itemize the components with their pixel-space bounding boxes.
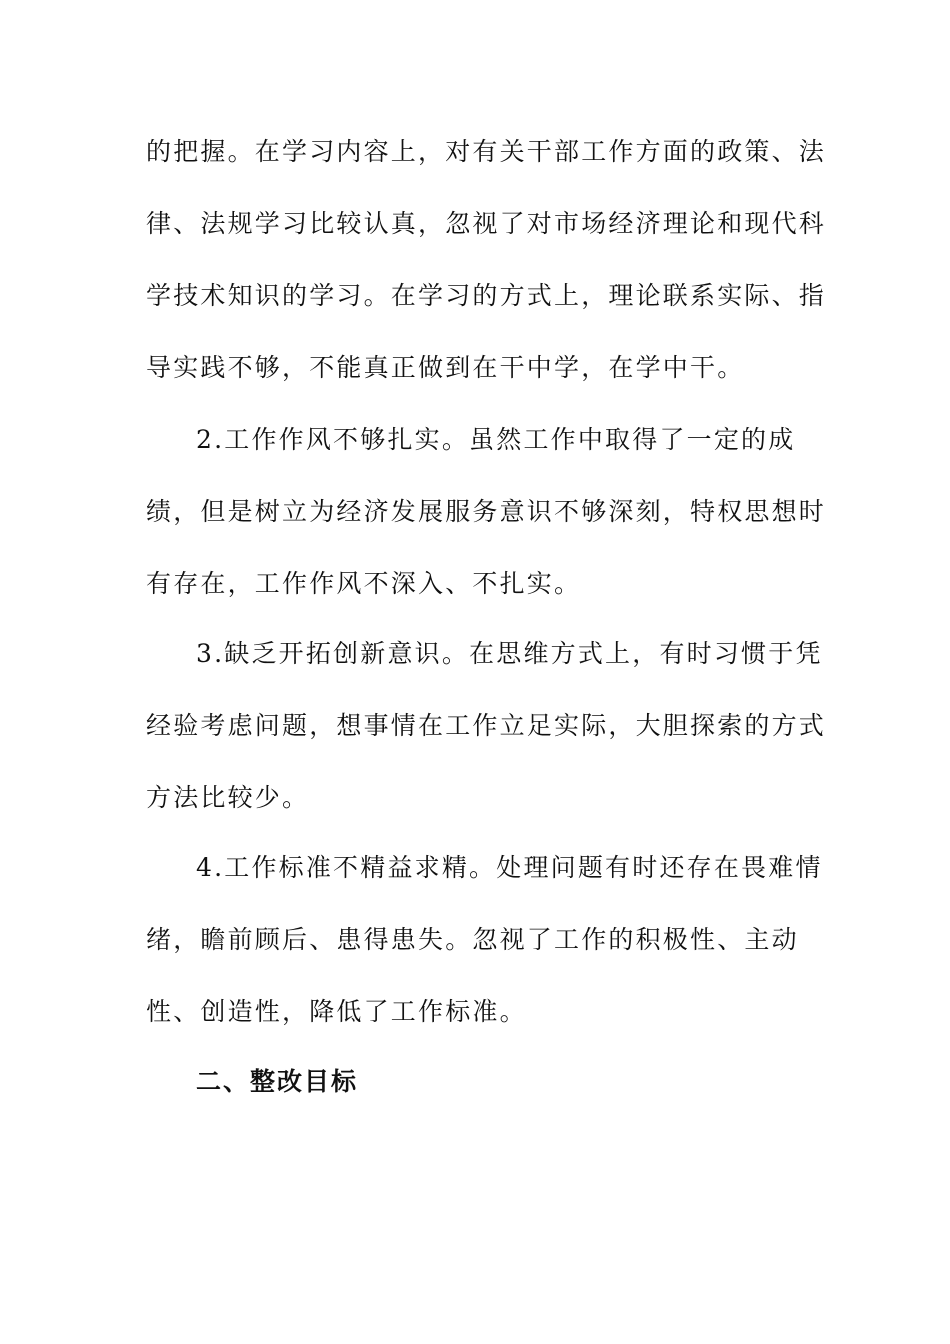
body-text-line: 律、法规学习比较认真，忽视了对市场经济理论和现代科 (146, 209, 827, 238)
body-text-line: 方法比较少。 (146, 783, 310, 812)
body-text-line: 绩，但是树立为经济发展服务意识不够深刻，特权思想时 (146, 497, 827, 526)
numbered-item-2-start: 2.工作作风不够扎实。虽然工作中取得了一定的成 (196, 425, 796, 454)
body-text-line: 学技术知识的学习。在学习的方式上，理论联系实际、指 (146, 281, 827, 310)
body-text-line: 性、创造性，降低了工作标准。 (146, 997, 527, 1026)
numbered-item-3-start: 3.缺乏开拓创新意识。在思维方式上，有时习惯于凭 (196, 639, 823, 668)
body-text-line: 导实践不够，不能真正做到在干中学，在学中干。 (146, 353, 745, 382)
body-text-line: 的把握。在学习内容上，对有关干部工作方面的政策、法 (146, 137, 827, 166)
numbered-item-4-start: 4.工作标准不精益求精。处理问题有时还存在畏难情 (196, 853, 823, 882)
body-text-line: 绪，瞻前顾后、患得患失。忽视了工作的积极性、主动 (146, 925, 799, 954)
body-text-line: 经验考虑问题，想事情在工作立足实际，大胆探索的方式 (146, 711, 827, 740)
section-heading: 二、整改目标 (196, 1067, 359, 1096)
body-text-line: 有存在，工作作风不深入、不扎实。 (146, 569, 582, 598)
